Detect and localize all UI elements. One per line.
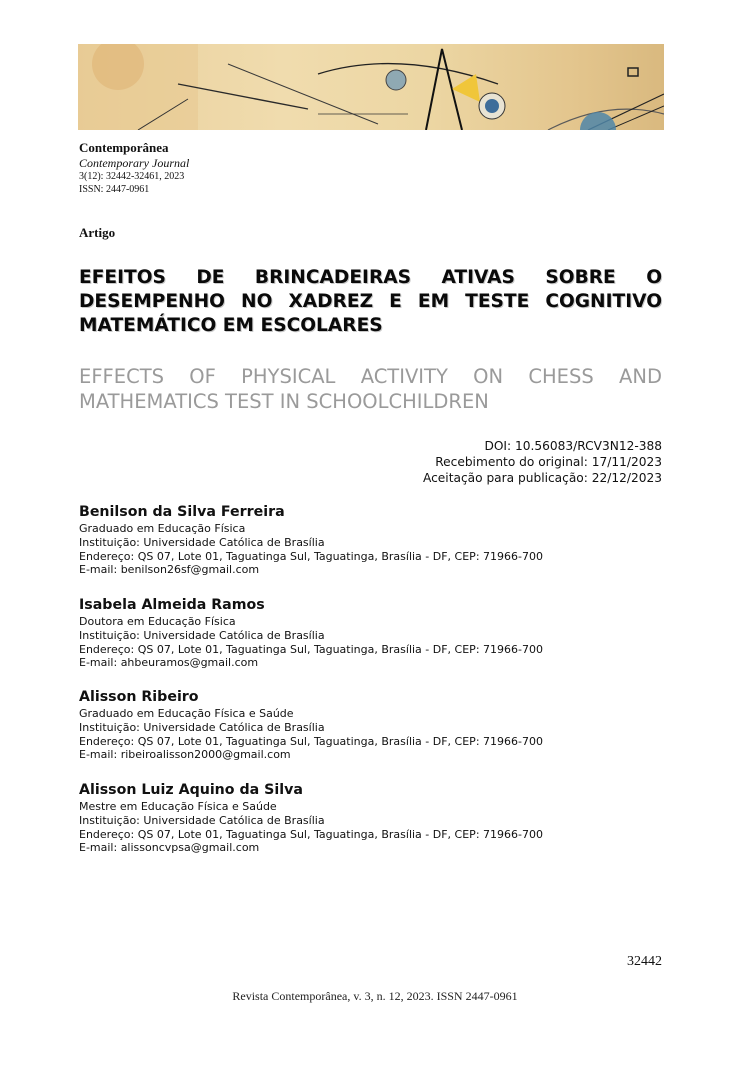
author-name: Benilson da Silva Ferreira (79, 504, 285, 520)
author-email[interactable]: E-mail: ahbeuramos@gmail.com (79, 656, 259, 670)
author-block (79, 596, 543, 670)
author-email[interactable]: E-mail: benilson26sf@gmail.com (79, 563, 260, 577)
journal-name: Contemporânea (79, 140, 169, 155)
author-degree: Doutora em Educação Física (79, 615, 236, 628)
author-institution: Instituição: Universidade Católica de Brasília (79, 813, 325, 827)
author-block (79, 688, 543, 762)
author-name: Alisson Ribeiro (79, 689, 199, 705)
doi[interactable]: DOI: 10.56083/RCV3N12-388 (484, 439, 662, 453)
journal-issn: ISSN: 2447-0961 (79, 184, 150, 195)
abstract-painting-banner (78, 44, 664, 130)
accepted-date: Aceitação para publicação: 22/12/2023 (422, 471, 662, 485)
author-name: Isabela Almeida Ramos (79, 597, 265, 613)
page-number: 32442 (627, 954, 662, 969)
title-portuguese: EFEITOS DE BRINCADEIRAS ATIVAS SOBRE O DESEMPENHO NO XADREZ E EM TESTE COGNITIVO MATEMÁTICO EM ESCOLARES (79, 267, 662, 336)
author-email[interactable]: E-mail: ribeiroalisson2000@gmail.com (79, 748, 291, 762)
author-address: Endereço: QS 07, Lote 01, Taguatinga Sul, Taguatinga, Brasília - DF, CEP: 71966-700 (79, 827, 543, 841)
author-block (79, 503, 543, 577)
journal-subtitle: Contemporary Journal (79, 156, 190, 170)
author-name: Alisson Luiz Aquino da Silva (79, 782, 303, 798)
title-english: EFFECTS OF PHYSICAL ACTIVITY ON CHESS AND MATHEMATICS TEST IN SCHOOLCHILDREN (79, 365, 662, 413)
author-address: Endereço: QS 07, Lote 01, Taguatinga Sul, Taguatinga, Brasília - DF, CEP: 71966-700 (79, 549, 543, 563)
author-degree: Mestre em Educação Física e Saúde (79, 800, 277, 813)
author-address: Endereço: QS 07, Lote 01, Taguatinga Sul, Taguatinga, Brasília - DF, CEP: 71966-700 (79, 642, 543, 656)
author-institution: Instituição: Universidade Católica de Brasília (79, 628, 325, 642)
author-email[interactable]: E-mail: alissoncvpsa@gmail.com (79, 841, 260, 855)
article-dates (423, 438, 662, 486)
article-type: Artigo (79, 225, 116, 240)
journal-issue: 3(12): 32442-32461, 2023 (79, 171, 185, 182)
journal-info (79, 140, 189, 196)
author-degree: Graduado em Educação Física e Saúde (79, 707, 294, 720)
author-institution: Instituição: Universidade Católica de Brasília (79, 535, 325, 549)
page-footer: Revista Contemporânea, v. 3, n. 12, 2023. ISSN 2447-0961 (232, 989, 518, 1003)
received-date: Recebimento do original: 17/11/2023 (435, 455, 662, 469)
author-block (79, 781, 543, 855)
author-degree: Graduado em Educação Física (79, 522, 246, 535)
author-institution: Instituição: Universidade Católica de Brasília (79, 720, 325, 734)
author-address: Endereço: QS 07, Lote 01, Taguatinga Sul, Taguatinga, Brasília - DF, CEP: 71966-700 (79, 734, 543, 748)
